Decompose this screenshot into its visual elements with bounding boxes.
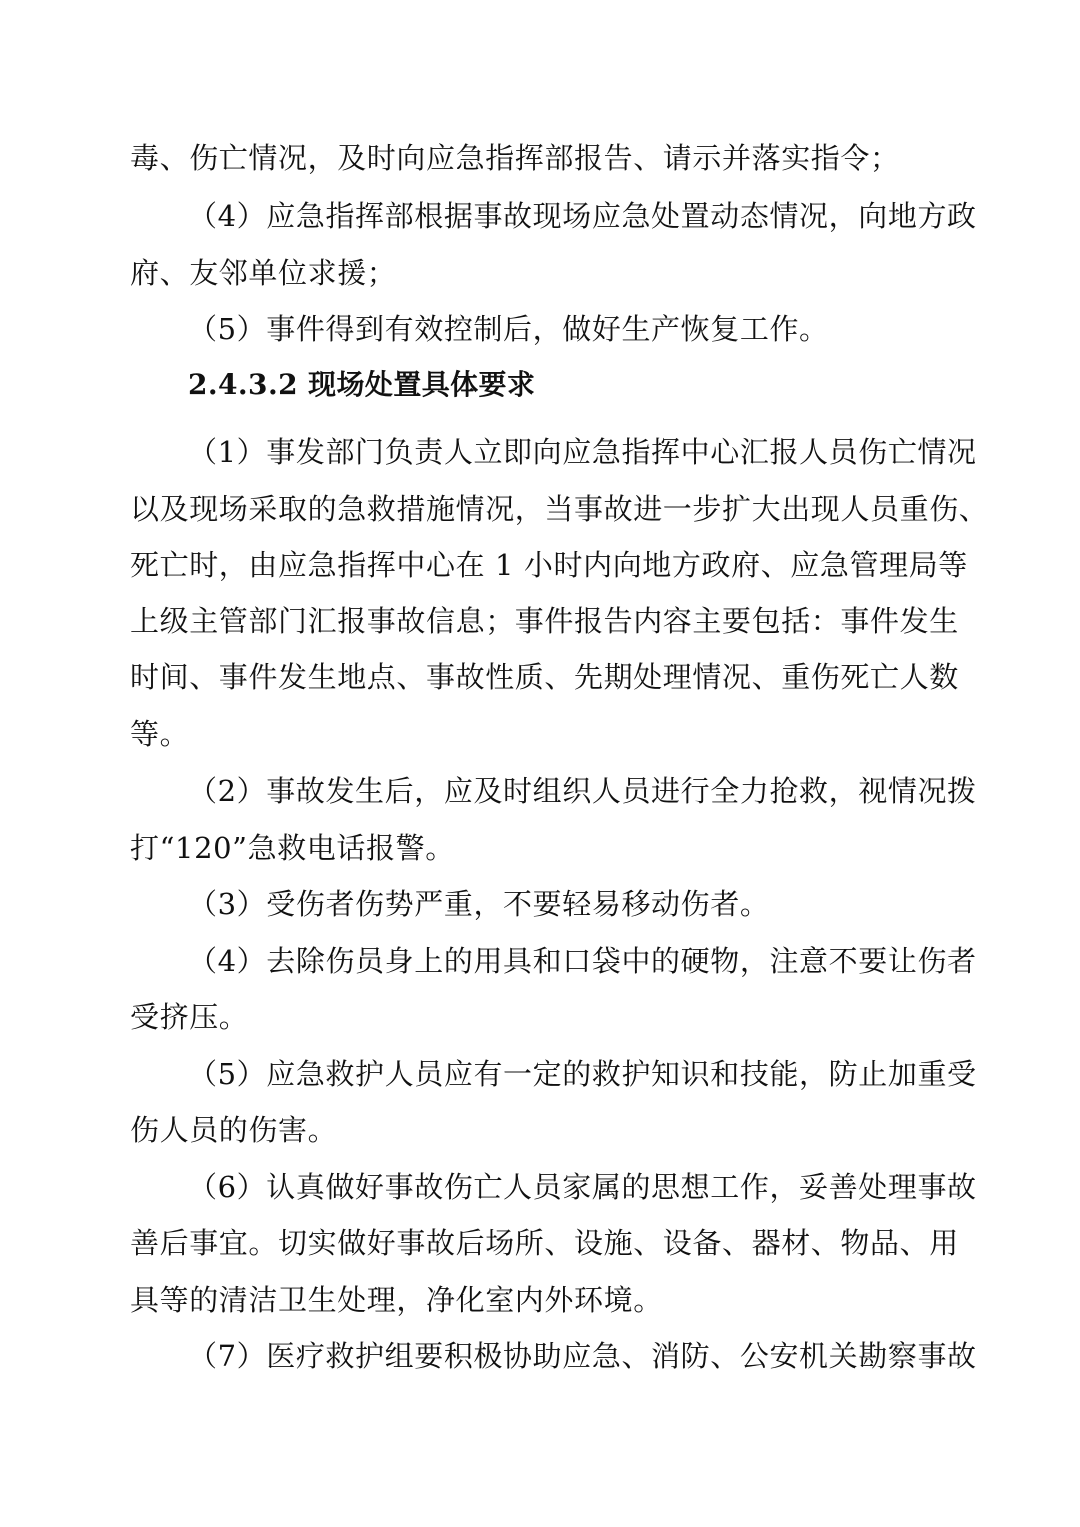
- text-line-19: （6）认真做好事故伤亡人员家属的思想工作，妥善处理事故: [188, 1170, 977, 1204]
- text-line-8: 死亡时，由应急指挥中心在 1 小时内向地方政府、应急管理局等: [130, 548, 968, 582]
- text-line-9: 上级主管部门汇报事故信息；事件报告内容主要包括：事件发生: [130, 604, 959, 638]
- text-line-7: 以及现场采取的急救措施情况，当事故进一步扩大出现人员重伤、: [130, 492, 989, 526]
- text-line-15: （4）去除伤员身上的用具和口袋中的硬物，注意不要让伤者: [188, 944, 977, 978]
- text-line-16: 受挤压。: [130, 1000, 249, 1034]
- text-line-20: 善后事宜。切实做好事故后场所、设施、设备、器材、物品、用: [130, 1226, 959, 1260]
- text-line-2: （4）应急指挥部根据事故现场应急处置动态情况，向地方政: [188, 199, 977, 233]
- text-line-6: （1）事发部门负责人立即向应急指挥中心汇报人员伤亡情况: [188, 435, 977, 469]
- text-line-4: （5）事件得到有效控制后，做好生产恢复工作。: [188, 312, 829, 346]
- text-line-21: 具等的清洁卫生处理，净化室内外环境。: [130, 1283, 663, 1317]
- text-line-13: 打“120”急救电话报警。: [130, 831, 455, 865]
- text-line-1: 毒、伤亡情况，及时向应急指挥部报告、请示并落实指令；: [130, 141, 900, 175]
- text-line-10: 时间、事件发生地点、事故性质、先期处理情况、重伤死亡人数: [130, 660, 959, 694]
- text-line-3: 府、友邻单位求援；: [130, 256, 397, 290]
- text-line-11: 等。: [130, 717, 190, 751]
- text-line-18: 伤人员的伤害。: [130, 1113, 338, 1147]
- text-line-14: （3）受伤者伤势严重，不要轻易移动伤者。: [188, 887, 770, 921]
- text-line-17: （5）应急救护人员应有一定的救护知识和技能，防止加重受: [188, 1057, 977, 1091]
- text-line-12: （2）事故发生后，应及时组织人员进行全力抢救，视情况拨: [188, 774, 977, 808]
- text-line-22: （7）医疗救护组要积极协助应急、消防、公安机关勘察事故: [188, 1339, 977, 1373]
- section-heading: 2.4.3.2 现场处置具体要求: [188, 368, 536, 401]
